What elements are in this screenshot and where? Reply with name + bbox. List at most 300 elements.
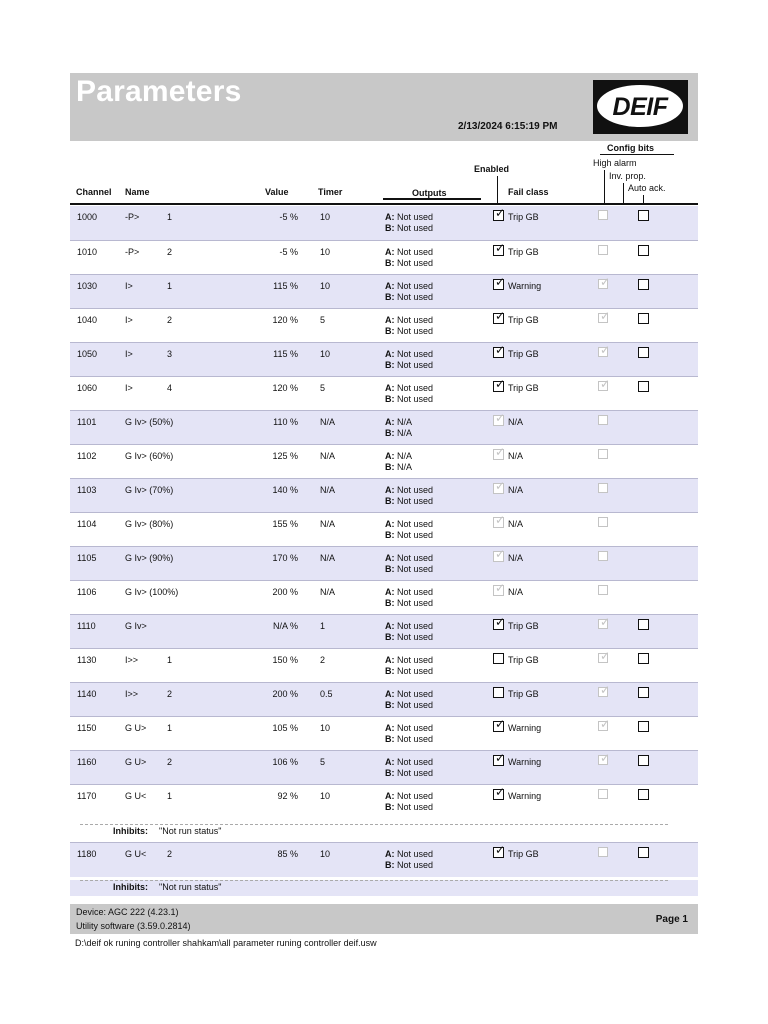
fail-class-cell: Trip GB xyxy=(508,315,539,325)
enabled-checkbox xyxy=(493,343,506,358)
channel-cell: 1030 xyxy=(77,281,98,291)
table-row xyxy=(70,308,698,343)
output-b-value: N/A xyxy=(397,428,413,438)
fail-class-cell: Warning xyxy=(508,757,542,767)
check-mark-icon: ✓ xyxy=(600,309,611,323)
enabled-checkbox xyxy=(493,513,506,528)
enabled-checkbox xyxy=(493,547,506,562)
enabled-checkbox xyxy=(493,581,506,596)
page-title: Parameters xyxy=(76,75,242,108)
channel-cell: 1104 xyxy=(77,519,97,529)
check-mark-icon: ✓ xyxy=(495,241,506,255)
outputs-underline xyxy=(383,198,481,200)
outputs-cell xyxy=(385,587,433,609)
table-row xyxy=(70,716,698,751)
fail-class-cell: Warning xyxy=(508,281,542,291)
timer-cell: N/A xyxy=(320,485,336,495)
outputs-cell xyxy=(385,519,433,541)
outputs-cell xyxy=(385,451,412,473)
output-a-value: Not used xyxy=(397,723,434,733)
fail-class-cell: Trip GB xyxy=(508,621,539,631)
value-cell: 155 % xyxy=(272,519,298,529)
timer-cell: 0.5 xyxy=(320,689,333,699)
logo-text: DEIF xyxy=(612,93,668,121)
value-cell: 200 % xyxy=(272,587,298,597)
inhibits-row xyxy=(70,880,698,896)
high-alarm-checkbox xyxy=(598,717,611,731)
value-cell: N/A % xyxy=(272,621,298,631)
check-mark-icon: ✓ xyxy=(600,615,611,629)
auto-ack-tick xyxy=(643,195,644,203)
name-cell: G U< xyxy=(125,791,147,801)
high-alarm-tick xyxy=(604,170,605,203)
name-index-cell: 1 xyxy=(167,723,173,733)
output-a-value: N/A xyxy=(397,451,413,461)
output-b-value: Not used xyxy=(397,394,434,404)
enabled-checkbox xyxy=(493,445,506,460)
check-mark-icon: ✓ xyxy=(600,343,611,357)
outputs-cell xyxy=(385,849,433,871)
table-row xyxy=(70,410,698,445)
check-mark-icon: ✓ xyxy=(495,411,506,425)
high-alarm-checkbox xyxy=(598,377,611,391)
timer-cell: 5 xyxy=(320,315,326,325)
output-a-label: A: xyxy=(385,383,395,393)
output-b-label: B: xyxy=(385,632,395,642)
output-a-label: A: xyxy=(385,757,395,767)
inhibits-value: "Not run status" xyxy=(159,826,222,836)
high-alarm-checkbox xyxy=(598,751,611,765)
auto-ack-header: Auto ack. xyxy=(628,183,666,193)
enabled-checkbox xyxy=(493,785,506,800)
fail-class-cell: N/A xyxy=(508,451,524,461)
timer-cell: N/A xyxy=(320,519,336,529)
check-mark-icon: ✓ xyxy=(495,547,506,561)
enabled-header: Enabled xyxy=(474,164,510,174)
table-row xyxy=(70,614,698,649)
auto-ack-checkbox xyxy=(638,381,649,392)
channel-cell: 1050 xyxy=(77,349,98,359)
output-a-label: A: xyxy=(385,281,395,291)
high-alarm-checkbox xyxy=(598,483,608,493)
channel-cell: 1040 xyxy=(77,315,98,325)
inhibits-row xyxy=(70,824,698,840)
high-alarm-checkbox xyxy=(598,649,611,663)
value-cell: 115 % xyxy=(273,281,298,291)
outputs-cell xyxy=(385,655,433,677)
timer-cell: 2 xyxy=(320,655,326,665)
auto-ack-checkbox xyxy=(638,687,649,698)
name-cell: -P> xyxy=(125,212,140,222)
report-header xyxy=(70,73,698,141)
output-a-label: A: xyxy=(385,315,395,325)
inhibits-value: "Not run status" xyxy=(159,882,222,892)
output-a-label: A: xyxy=(385,723,395,733)
output-a-value: Not used xyxy=(397,349,434,359)
output-a-label: A: xyxy=(385,587,395,597)
output-a-label: A: xyxy=(385,519,395,529)
output-b-value: Not used xyxy=(397,700,434,710)
enabled-checkbox xyxy=(493,751,506,766)
table-row xyxy=(70,682,698,717)
fail-class-header: Fail class xyxy=(508,187,549,197)
fail-class-cell: N/A xyxy=(508,519,524,529)
report-footer xyxy=(70,904,698,934)
high-alarm-checkbox xyxy=(598,517,608,527)
table-row xyxy=(70,206,698,240)
output-a-value: N/A xyxy=(397,417,413,427)
output-a-label: A: xyxy=(385,417,395,427)
inhibits-label: Inhibits: xyxy=(113,826,148,836)
check-mark-icon: ✓ xyxy=(495,275,506,289)
output-b-value: Not used xyxy=(397,632,434,642)
output-b-label: B: xyxy=(385,428,395,438)
name-cell: I>> xyxy=(125,689,139,699)
fail-class-cell: Trip GB xyxy=(508,849,539,859)
fail-class-cell: N/A xyxy=(508,417,524,427)
output-a-value: Not used xyxy=(397,791,434,801)
name-index-cell: 1 xyxy=(167,655,173,665)
check-mark-icon: ✓ xyxy=(495,843,506,857)
output-a-value: Not used xyxy=(397,849,434,859)
name-cell: G Iv> (50%) xyxy=(125,417,174,427)
name-index-cell: 2 xyxy=(167,315,173,325)
outputs-cell xyxy=(385,281,433,303)
output-b-value: N/A xyxy=(397,462,413,472)
enabled-checkbox xyxy=(493,275,506,290)
timer-cell: N/A xyxy=(320,417,336,427)
value-cell: 92 % xyxy=(277,791,298,801)
output-a-label: A: xyxy=(385,689,395,699)
channel-cell: 1105 xyxy=(77,553,97,563)
channel-cell: 1140 xyxy=(77,689,97,699)
output-b-label: B: xyxy=(385,564,395,574)
outputs-cell xyxy=(385,553,433,575)
high-alarm-header: High alarm xyxy=(593,158,637,168)
name-cell: I>> xyxy=(125,655,139,665)
auto-ack-checkbox xyxy=(638,847,649,858)
name-cell: I> xyxy=(125,383,133,393)
check-mark-icon: ✓ xyxy=(495,751,506,765)
inv-prop-tick xyxy=(623,183,624,203)
outputs-cell xyxy=(385,247,433,269)
timer-cell: 5 xyxy=(320,757,326,767)
output-a-value: Not used xyxy=(397,689,434,699)
value-cell: 110 % xyxy=(273,417,298,427)
channel-cell: 1110 xyxy=(77,621,96,631)
name-index-cell: 1 xyxy=(167,281,173,291)
name-index-cell: 1 xyxy=(167,212,173,222)
outputs-cell xyxy=(385,757,433,779)
timer-cell: 5 xyxy=(320,383,326,393)
name-cell: G Iv> (70%) xyxy=(125,485,174,495)
check-mark-icon: ✓ xyxy=(495,785,506,799)
outputs-header: Outputs xyxy=(412,188,447,198)
table-row xyxy=(70,444,698,479)
outputs-cell xyxy=(385,349,433,371)
fail-class-cell: Warning xyxy=(508,723,542,733)
output-a-value: Not used xyxy=(397,553,434,563)
output-b-value: Not used xyxy=(397,258,434,268)
outputs-cell xyxy=(385,315,433,337)
output-b-label: B: xyxy=(385,462,395,472)
table-row xyxy=(70,750,698,785)
channel-cell: 1102 xyxy=(77,451,97,461)
check-mark-icon: ✓ xyxy=(495,377,506,391)
name-index-cell: 2 xyxy=(167,757,173,767)
table-row xyxy=(70,512,698,547)
outputs-cell xyxy=(385,621,433,643)
channel-cell: 1101 xyxy=(77,417,97,427)
channel-cell: 1160 xyxy=(77,757,97,767)
name-cell: G U< xyxy=(125,849,147,859)
check-mark-icon: ✓ xyxy=(495,445,506,459)
name-cell: G Iv> (90%) xyxy=(125,553,174,563)
enabled-checkbox xyxy=(493,206,506,221)
value-cell: 120 % xyxy=(272,315,298,325)
high-alarm-checkbox xyxy=(598,585,608,595)
page-number: Page 1 xyxy=(655,914,688,925)
deif-logo xyxy=(593,80,688,134)
auto-ack-checkbox xyxy=(638,721,649,732)
auto-ack-checkbox xyxy=(638,210,649,221)
fail-class-cell: Trip GB xyxy=(508,655,539,665)
name-cell: G U> xyxy=(125,723,147,733)
output-b-value: Not used xyxy=(397,860,434,870)
name-index-cell: 1 xyxy=(167,791,173,801)
output-a-value: Not used xyxy=(397,247,434,257)
high-alarm-checkbox xyxy=(598,615,611,629)
output-a-label: A: xyxy=(385,247,395,257)
auto-ack-checkbox xyxy=(638,313,649,324)
check-mark-icon: ✓ xyxy=(600,717,611,731)
value-header: Value xyxy=(265,187,289,197)
outputs-cell xyxy=(385,689,433,711)
high-alarm-checkbox xyxy=(598,309,611,323)
value-cell: 115 % xyxy=(273,349,298,359)
auto-ack-checkbox xyxy=(638,755,649,766)
output-b-value: Not used xyxy=(397,734,434,744)
high-alarm-checkbox xyxy=(598,789,608,799)
fail-class-cell: Trip GB xyxy=(508,383,539,393)
output-a-value: Not used xyxy=(397,621,434,631)
output-b-value: Not used xyxy=(397,530,434,540)
dashed-separator xyxy=(80,880,668,881)
output-a-value: Not used xyxy=(397,587,434,597)
outputs-cell xyxy=(385,723,433,745)
output-b-value: Not used xyxy=(397,223,434,233)
fail-class-cell: Warning xyxy=(508,791,542,801)
name-cell: G Iv> (100%) xyxy=(125,587,179,597)
check-mark-icon: ✓ xyxy=(495,206,506,220)
channel-cell: 1060 xyxy=(77,383,98,393)
name-cell: -P> xyxy=(125,247,140,257)
name-cell: G U> xyxy=(125,757,147,767)
name-cell: I> xyxy=(125,349,133,359)
output-b-label: B: xyxy=(385,860,395,870)
auto-ack-checkbox xyxy=(638,245,649,256)
fail-class-cell: Trip GB xyxy=(508,349,539,359)
value-cell: 106 % xyxy=(272,757,298,767)
logo-oval xyxy=(597,85,683,127)
enabled-checkbox xyxy=(493,411,506,426)
high-alarm-checkbox xyxy=(598,449,608,459)
output-b-value: Not used xyxy=(397,496,434,506)
high-alarm-checkbox xyxy=(598,847,608,857)
channel-cell: 1170 xyxy=(77,791,97,801)
name-cell: G Iv> (80%) xyxy=(125,519,174,529)
output-b-value: Not used xyxy=(397,360,434,370)
timer-cell: 10 xyxy=(320,723,331,733)
output-b-value: Not used xyxy=(397,326,434,336)
timer-header: Timer xyxy=(318,187,343,197)
output-b-value: Not used xyxy=(397,598,434,608)
high-alarm-checkbox xyxy=(598,343,611,357)
check-mark-icon: ✓ xyxy=(600,649,611,663)
output-b-label: B: xyxy=(385,734,395,744)
table-row xyxy=(70,478,698,513)
output-b-label: B: xyxy=(385,768,395,778)
channel-header: Channel xyxy=(76,187,112,197)
auto-ack-checkbox xyxy=(638,789,649,800)
output-b-label: B: xyxy=(385,666,395,676)
table-row xyxy=(70,784,698,819)
output-a-value: Not used xyxy=(397,519,434,529)
device-info: Device: AGC 222 (4.23.1) xyxy=(76,907,179,917)
output-b-label: B: xyxy=(385,496,395,506)
high-alarm-checkbox xyxy=(598,415,608,425)
high-alarm-checkbox xyxy=(598,683,611,697)
high-alarm-checkbox xyxy=(598,275,611,289)
table-row xyxy=(70,240,698,275)
output-b-label: B: xyxy=(385,326,395,336)
channel-cell: 1103 xyxy=(77,485,97,495)
check-mark-icon: ✓ xyxy=(495,343,506,357)
value-cell: 125 % xyxy=(272,451,298,461)
table-row xyxy=(70,648,698,683)
timer-cell: 10 xyxy=(320,349,331,359)
output-b-label: B: xyxy=(385,802,395,812)
report-datetime: 2/13/2024 6:15:19 PM xyxy=(458,121,558,132)
output-a-value: Not used xyxy=(397,383,434,393)
value-cell: 105 % xyxy=(272,723,298,733)
outputs-cell xyxy=(385,791,433,813)
fail-class-cell: N/A xyxy=(508,485,524,495)
enabled-checkbox xyxy=(493,241,506,256)
check-mark-icon: ✓ xyxy=(600,683,611,697)
output-a-value: Not used xyxy=(397,281,434,291)
fail-class-cell: N/A xyxy=(508,553,524,563)
name-cell: G Iv> xyxy=(125,621,147,631)
timer-cell: 10 xyxy=(320,849,331,859)
output-a-label: A: xyxy=(385,655,395,665)
dashed-separator xyxy=(80,824,668,825)
channel-cell: 1130 xyxy=(77,655,97,665)
name-index-cell: 2 xyxy=(167,247,173,257)
outputs-cell xyxy=(385,485,433,507)
output-b-value: Not used xyxy=(397,666,434,676)
enabled-checkbox xyxy=(493,615,506,630)
output-a-label: A: xyxy=(385,553,395,563)
check-mark-icon: ✓ xyxy=(600,275,611,289)
output-b-value: Not used xyxy=(397,292,434,302)
output-a-label: A: xyxy=(385,451,395,461)
output-a-value: Not used xyxy=(397,212,434,222)
output-b-value: Not used xyxy=(397,768,434,778)
name-index-cell: 2 xyxy=(167,849,173,859)
output-a-value: Not used xyxy=(397,315,434,325)
table-row xyxy=(70,842,698,877)
timer-cell: 10 xyxy=(320,281,331,291)
output-b-label: B: xyxy=(385,292,395,302)
enabled-checkbox xyxy=(493,309,506,324)
value-cell: -5 % xyxy=(279,212,298,222)
check-mark-icon: ✓ xyxy=(495,513,506,527)
table-row xyxy=(70,342,698,377)
inv-prop-header: Inv. prop. xyxy=(609,171,646,181)
fail-class-cell: N/A xyxy=(508,587,524,597)
inhibits-label: Inhibits: xyxy=(113,882,148,892)
file-path: D:\deif ok runing controller shahkam\all parameter runing controller deif.usw xyxy=(75,938,377,948)
output-a-label: A: xyxy=(385,212,395,222)
check-mark-icon: ✓ xyxy=(600,751,611,765)
output-a-label: A: xyxy=(385,349,395,359)
table-row xyxy=(70,546,698,581)
config-bits-header: Config bits xyxy=(607,143,654,153)
header-rule xyxy=(70,203,698,205)
timer-cell: N/A xyxy=(320,587,336,597)
timer-cell: N/A xyxy=(320,451,336,461)
output-a-value: Not used xyxy=(397,757,434,767)
value-cell: 150 % xyxy=(272,655,298,665)
outputs-cell xyxy=(385,417,412,439)
output-b-label: B: xyxy=(385,598,395,608)
table-row xyxy=(70,274,698,309)
output-b-value: Not used xyxy=(397,802,434,812)
output-a-value: Not used xyxy=(397,655,434,665)
value-cell: 170 % xyxy=(272,553,298,563)
utility-info: Utility software (3.59.0.2814) xyxy=(76,921,191,931)
enabled-checkbox xyxy=(493,843,506,858)
enabled-checkbox xyxy=(493,717,506,732)
high-alarm-checkbox xyxy=(598,551,608,561)
output-b-label: B: xyxy=(385,394,395,404)
output-a-label: A: xyxy=(385,849,395,859)
auto-ack-checkbox xyxy=(638,347,649,358)
enabled-checkbox xyxy=(493,687,504,698)
channel-cell: 1010 xyxy=(77,247,98,257)
enabled-checkbox xyxy=(493,377,506,392)
high-alarm-checkbox xyxy=(598,245,608,255)
channel-cell: 1106 xyxy=(77,587,97,597)
enabled-checkbox xyxy=(493,653,504,664)
channel-cell: 1000 xyxy=(77,212,98,222)
timer-cell: 10 xyxy=(320,247,331,257)
table-row xyxy=(70,376,698,411)
value-cell: 120 % xyxy=(272,383,298,393)
output-a-label: A: xyxy=(385,791,395,801)
timer-cell: 10 xyxy=(320,212,331,222)
output-b-value: Not used xyxy=(397,564,434,574)
high-alarm-checkbox xyxy=(598,210,608,220)
name-cell: I> xyxy=(125,315,133,325)
output-b-label: B: xyxy=(385,223,395,233)
fail-class-cell: Trip GB xyxy=(508,212,539,222)
check-mark-icon: ✓ xyxy=(495,479,506,493)
output-b-label: B: xyxy=(385,258,395,268)
output-a-label: A: xyxy=(385,621,395,631)
value-cell: 140 % xyxy=(272,485,298,495)
